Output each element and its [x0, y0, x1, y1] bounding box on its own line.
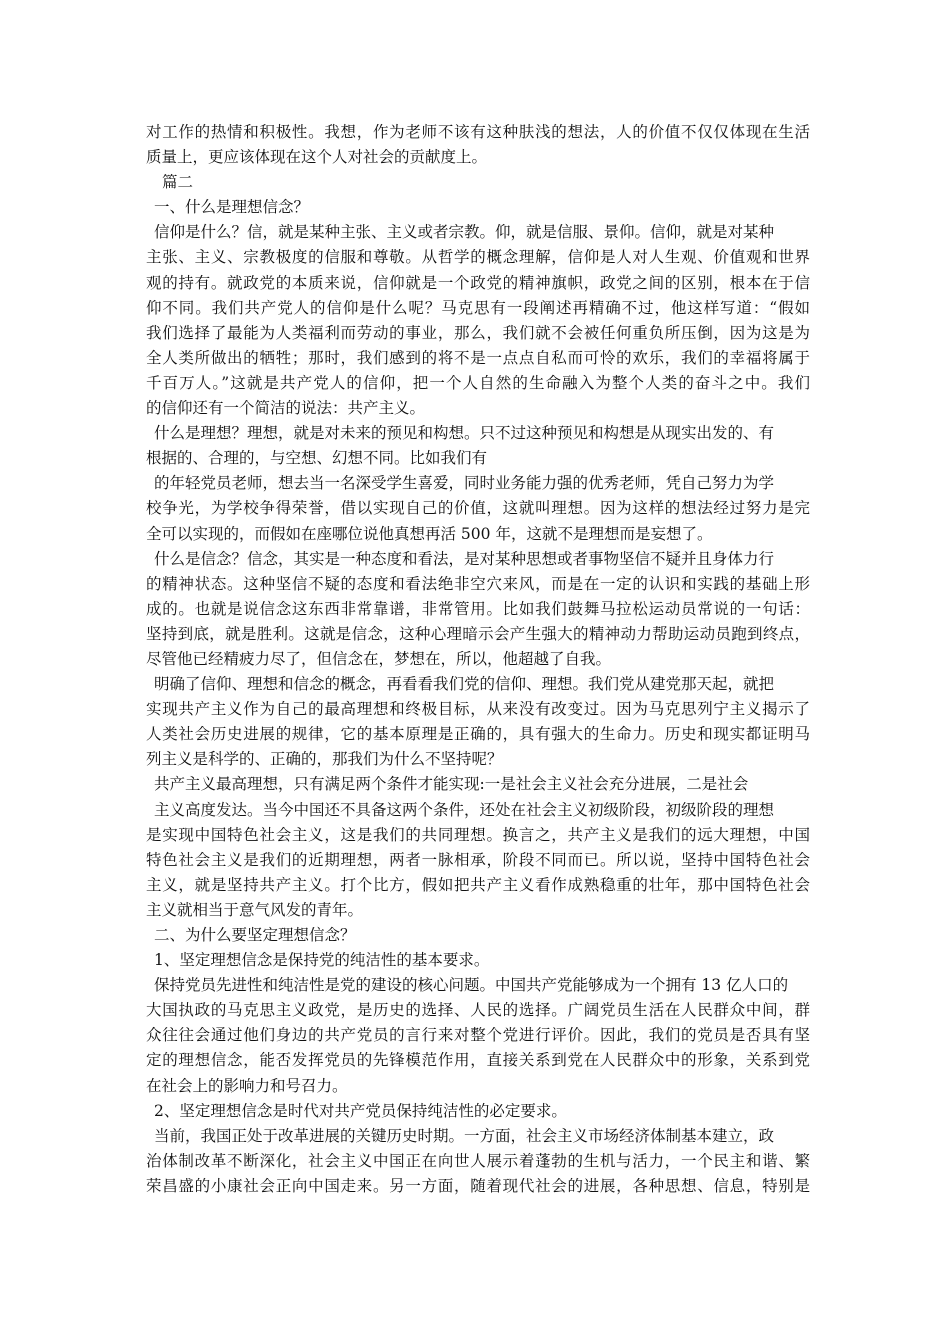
text-line: 1、坚定理想信念是保持党的纯洁性的基本要求。 [154, 951, 490, 970]
text-line: 全人类所做出的牺牲；那时，我们感到的将不是一点点自私而可怜的欢乐，我们的幸福将属于 [146, 348, 810, 367]
text-line: 共产主义最高理想，只有满足两个条件才能实现:一是社会主义社会充分进展，二是社会 [154, 775, 749, 794]
document-body [146, 120, 810, 1199]
text-line: 的年轻党员老师，想去当一名深受学生喜爱，同时业务能力强的优秀老师，凭自己努力为学 [154, 474, 775, 493]
text-line: 什么是理想？理想，就是对未来的预见和构想。只不过这种预见和构想是从现实出发的、有 [154, 424, 775, 443]
text-line: 信仰是什么？信，就是某种主张、主义或者宗教。仰，就是信服、景仰。信仰，就是对某种 [154, 223, 775, 242]
text-line: 尽管他已经精疲力尽了，但信念在，梦想在，所以，他超越了自我。 [146, 649, 612, 668]
text-line: 列主义是科学的、正确的，那我们为什么不坚持呢？ [146, 750, 503, 769]
text-line: 二、为什么要坚定理想信念？ [154, 926, 356, 944]
text-line: 实现共产主义作为自己的最高理想和终极目标，从来没有改变过。因为马克思列宁主义揭示了 [146, 700, 810, 719]
text-line: 当前，我国正处于改革进展的关键历史时期。一方面，社会主义市场经济体制基本建立，政 [154, 1126, 775, 1145]
text-line: 根据的、合理的，与空想、幻想不同。比如我们有 [146, 449, 488, 468]
text-line: 全可以实现的，而假如在座哪位说他真想再活 500 年，这就不是理想而是妄想了。 [146, 524, 713, 543]
text-line: 坚持到底，就是胜利。这就是信念，这种心理暗示会产生强大的精神动力帮助运动员跑到终点， [146, 624, 810, 643]
text-line: 仰不同。我们共产党人的信仰是什么呢？马克思有一段阐述再精确不过，他这样写道：“假如 [146, 298, 810, 317]
text-line: 的精神状态。这种坚信不疑的态度和看法绝非空穴来风，而是在一定的认识和实践的基础上形 [146, 574, 810, 593]
text-line: 定的理想信念，能否发挥党员的先锋模范作用，直接关系到党在人民群众中的形象，关系到党 [146, 1051, 810, 1070]
text-line: 的信仰还有一个简洁的说法：共产主义。 [146, 399, 426, 418]
text-line: 主张、主义、宗教极度的信服和尊敬。从哲学的概念理解，信仰是人对人生观、价值观和世界 [146, 248, 810, 267]
text-line: 观的持有。就政党的本质来说，信仰就是一个政党的精神旗帜，政党之间的区别，根本在于信 [146, 273, 810, 292]
text-line: 校争光，为学校争得荣誉，借以实现自己的价值，这就叫理想。因为这样的想法经过努力是完 [146, 499, 810, 518]
text-line: 保持党员先进性和纯洁性是党的建设的核心问题。中国共产党能够成为一个拥有 13 亿人口的 [154, 976, 789, 995]
text-line: 主义，就是坚持共产主义。打个比方，假如把共产主义看作成熟稳重的壮年，那中国特色社会 [146, 875, 810, 894]
text-line: 2、坚定理想信念是时代对共产党员保持纯洁性的必定要求。 [154, 1101, 567, 1120]
text-line: 大国执政的马克思主义政党，是历史的选择、人民的选择。广阔党员生活在人民群众中间，群 [146, 1001, 810, 1020]
text-line: 主义就相当于意气风发的青年。 [146, 900, 364, 919]
text-line: 成的。也就是说信念这东西非常靠谱，非常管用。比如我们鼓舞马拉松运动员常说的一句话： [146, 599, 810, 618]
text-line: 什么是信念？信念，其实是一种态度和看法，是对某种思想或者事物坚信不疑并且身体力行 [154, 549, 775, 568]
text-line: 是实现中国特色社会主义，这是我们的共同理想。换言之，共产主义是我们的远大理想，中国 [146, 825, 810, 844]
text-line: 在社会上的影响力和号召力。 [146, 1076, 348, 1095]
text-line: 我们选择了最能为人类福利而劳动的事业，那么，我们就不会被任何重负所压倒，因为这是为 [146, 323, 810, 342]
text-line: 特色社会主义是我们的近期理想，两者一脉相承，阶段不同而已。所以说，坚持中国特色社会 [146, 850, 810, 869]
text-line: 治体制改革不断深化，社会主义中国正在向世人展示着蓬勃的生机与活力，一个民主和谐、繁 [146, 1151, 810, 1170]
text-line: 主义高度发达。当今中国还不具备这两个条件，还处在社会主义初级阶段，初级阶段的理想 [154, 800, 775, 819]
text-line: 篇二 [162, 173, 194, 192]
text-line: 荣昌盛的小康社会正向中国走来。另一方面，随着现代社会的进展，各种思想、信息，特别是 [146, 1176, 810, 1195]
text-line: 一、什么是理想信念？ [154, 198, 310, 217]
text-line: 对工作的热情和积极性。我想，作为老师不该有这种肤浅的想法，人的价值不仅仅体现在生活 [146, 123, 810, 141]
text-line: 质量上，更应该体现在这个人对社会的贡献度上。 [146, 148, 488, 167]
text-line: 千百万人。”这就是共产党人的信仰，把一个人自然的生命融入为整个人类的奋斗之中。我们 [146, 373, 810, 392]
text-line: 明确了信仰、理想和信念的概念，再看看我们党的信仰、理想。我们党从建党那天起，就把 [154, 675, 775, 694]
text-line: 人类社会历史进展的规律，它的基本原理是正确的，具有强大的生命力。历史和现实都证明马 [146, 725, 810, 744]
text-line: 众往往会通过他们身边的共产党员的言行来对整个党进行评价。因此，我们的党员是否具有坚 [146, 1026, 810, 1045]
